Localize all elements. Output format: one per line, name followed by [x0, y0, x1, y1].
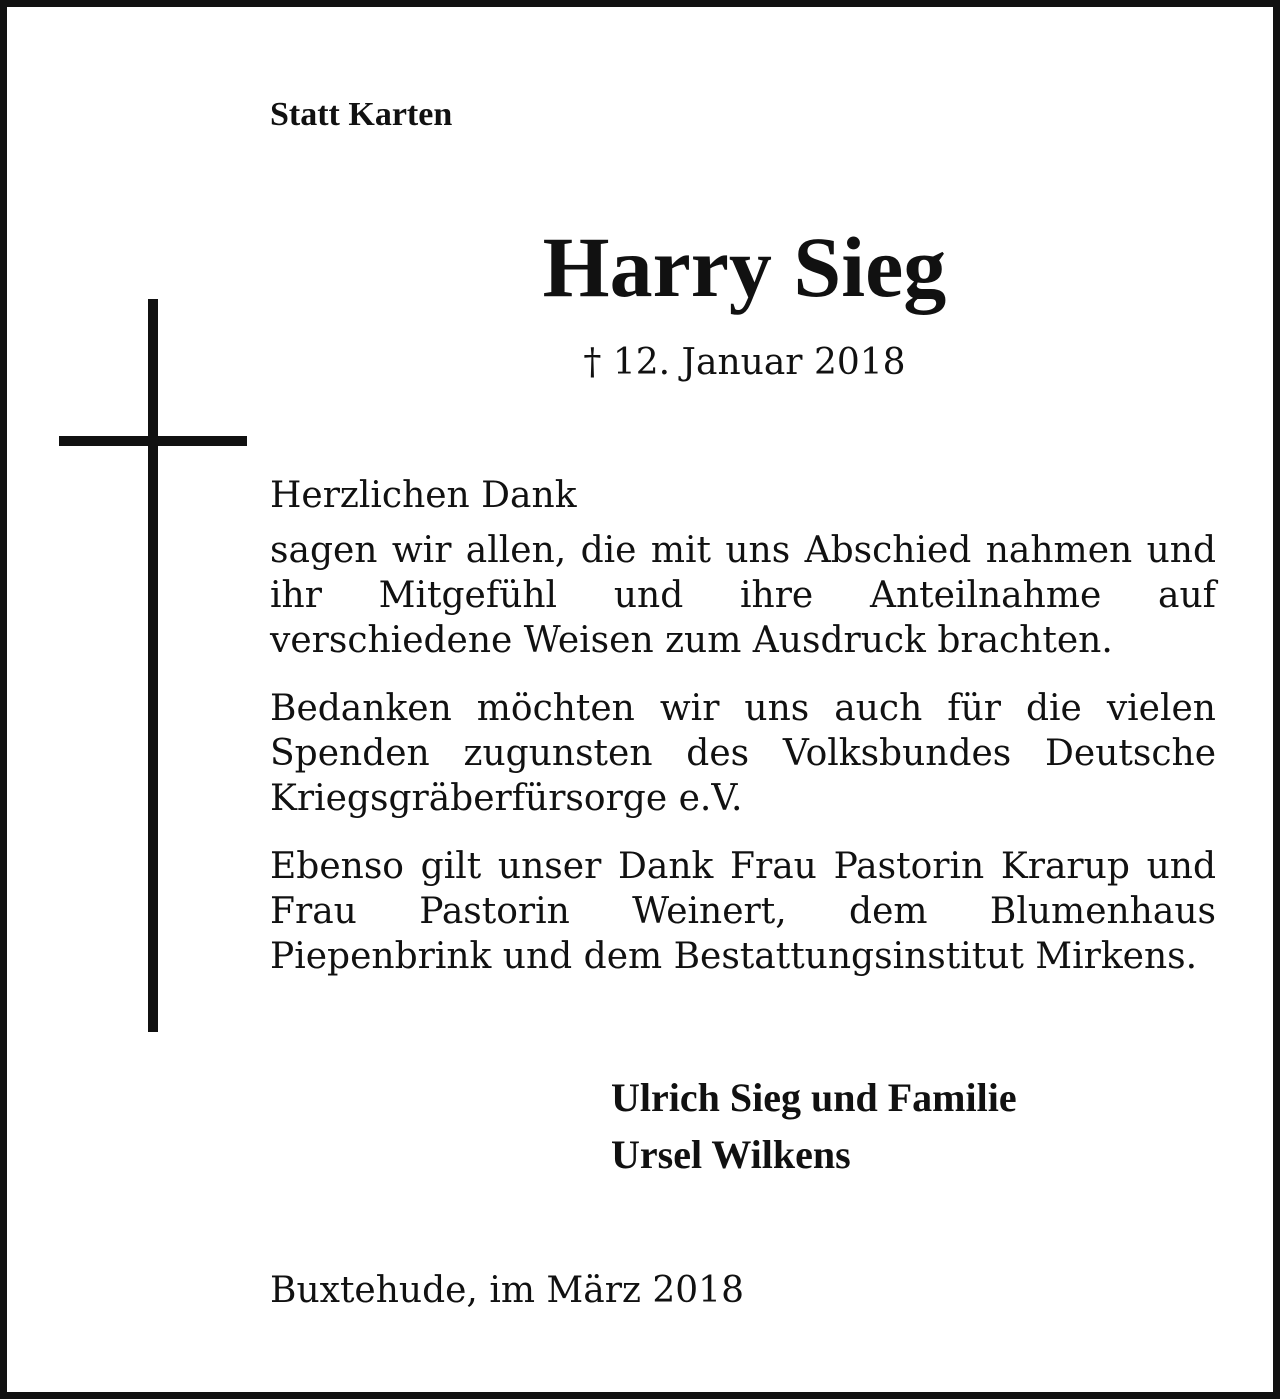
deceased-name: Harry Sieg [542, 219, 947, 315]
death-date: † 12. Januar 2018 [583, 342, 906, 383]
thanks-heading: Herzlichen Dank [270, 475, 577, 516]
place-and-date: Buxtehude, im März 2018 [270, 1270, 744, 1311]
thanks-paragraph: sagen wir allen, die mit uns Abschied nahmen und ihr Mitgefühl und ihre Anteilnahme auf verschiedene Weisen zum Ausdruck brachten. [270, 530, 1216, 661]
acknowledgements-paragraph: Ebenso gilt unser Dank Frau Pastorin Krarup und Frau Pastorin Weinert, dem Blumenhaus Piepenbrink und dem Bestattungsinstitut Mirkens. [270, 846, 1216, 977]
thanks-body [270, 528, 1216, 1002]
cross-horizontal-beam [59, 436, 247, 446]
latin-cross-icon [59, 299, 249, 1034]
donations-paragraph: Bedanken möchten wir uns auch für die vielen Spenden zugunsten des Volksbundes Deutsche Kriegsgräberfürsorge e.V. [270, 688, 1216, 819]
signatory: Ulrich Sieg und Familie [611, 1075, 1017, 1120]
signatories [611, 1069, 1017, 1183]
header-note: Statt Karten [270, 96, 453, 133]
signatory: Ursel Wilkens [611, 1132, 851, 1177]
cross-vertical-beam [148, 299, 158, 1032]
